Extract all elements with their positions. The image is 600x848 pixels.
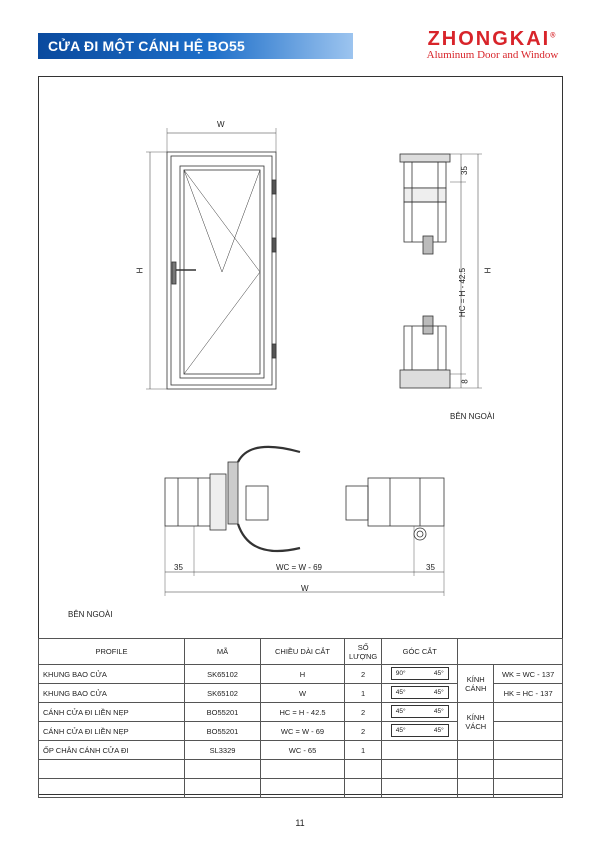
cell-angle: 90° 45° xyxy=(382,665,458,684)
cell-hk: HK = HC - 137 xyxy=(494,684,563,703)
page-title: CỬA ĐI MỘT CÁNH HỆ BO55 xyxy=(38,33,353,59)
cell-code: BO55201 xyxy=(185,703,261,722)
brand-mark: ® xyxy=(550,32,558,40)
cell-code: SK65102 xyxy=(185,684,261,703)
dim-plan-w: W xyxy=(301,584,309,593)
cell-qty: 2 xyxy=(345,665,382,684)
cell-code: BO55201 xyxy=(185,722,261,741)
dim-plan-left: 35 xyxy=(174,563,183,572)
dim-section-top: 35 xyxy=(459,166,469,175)
cell-wk: WK = WC - 137 xyxy=(494,665,563,684)
cell-code: SK65102 xyxy=(185,665,261,684)
cell-length: WC - 65 xyxy=(261,741,345,760)
outside-label-left: BÊN NGOÀI xyxy=(68,610,113,619)
page-number: 11 xyxy=(295,818,305,828)
cell-angle: 45° 45° xyxy=(382,703,458,722)
vertical-section xyxy=(400,154,482,388)
cell-empty xyxy=(494,741,563,760)
dim-plan-wc: WC = W - 69 xyxy=(276,563,323,572)
cell-code: SL3329 xyxy=(185,741,261,760)
table-row xyxy=(39,703,563,722)
dim-section-h: H xyxy=(483,267,493,274)
cell-qty: 1 xyxy=(345,741,382,760)
cell-qty: 1 xyxy=(345,684,382,703)
cell-length: H xyxy=(261,665,345,684)
dim-door-width: W xyxy=(217,120,225,129)
cell-angle: 45° 45° xyxy=(382,684,458,703)
header-length: CHIỀU DÀI CẮT xyxy=(261,639,345,665)
cell-profile: ỐP CHÂN CÁNH CỬA ĐI xyxy=(39,741,185,760)
cell-glass-transom: KÍNH VÁCH xyxy=(458,703,494,741)
door-elevation xyxy=(146,128,276,389)
horizontal-section xyxy=(165,447,444,596)
table-row xyxy=(39,779,563,798)
cell-length: WC = W - 69 xyxy=(261,722,345,741)
header-profile: PROFILE xyxy=(39,639,185,665)
cell-empty xyxy=(494,703,563,722)
cell-profile: CÁNH CỬA ĐI LIỀN NẸP xyxy=(39,703,185,722)
header-qty: SỐ LƯỢNG xyxy=(345,639,382,665)
brand-name: ZHONGKAI xyxy=(427,28,551,50)
cell-profile: CÁNH CỬA ĐI LIỀN NẸP xyxy=(39,722,185,741)
dim-section-hc: HC = H - 42.5 xyxy=(458,267,468,318)
cell-glass-sash: KÍNH CÁNH xyxy=(458,665,494,703)
dim-section-bottom: 8 xyxy=(460,379,470,384)
cutting-table xyxy=(38,638,563,798)
table-row xyxy=(39,741,563,760)
dim-plan-right: 35 xyxy=(426,563,435,572)
cell-qty: 2 xyxy=(345,703,382,722)
cell-profile: KHUNG BAO CỬA xyxy=(39,665,185,684)
header-code: MÃ xyxy=(185,639,261,665)
cell-profile: KHUNG BAO CỬA xyxy=(39,684,185,703)
header-empty xyxy=(458,639,563,665)
brand-tagline: Aluminum Door and Window xyxy=(426,49,559,61)
cell-length: HC = H - 42.5 xyxy=(261,703,345,722)
cell-qty: 2 xyxy=(345,722,382,741)
dim-door-height: H xyxy=(135,267,145,274)
table-header-row xyxy=(39,639,563,665)
cell-empty xyxy=(382,741,458,760)
outside-label-right: BÊN NGOÀI xyxy=(450,412,495,421)
cell-empty xyxy=(458,741,494,760)
cell-empty xyxy=(494,722,563,741)
header-angle: GÓC CẮT xyxy=(382,639,458,665)
cell-length: W xyxy=(261,684,345,703)
cell-angle: 45° 45° xyxy=(382,722,458,741)
table-row xyxy=(39,665,563,684)
table-row xyxy=(39,760,563,779)
